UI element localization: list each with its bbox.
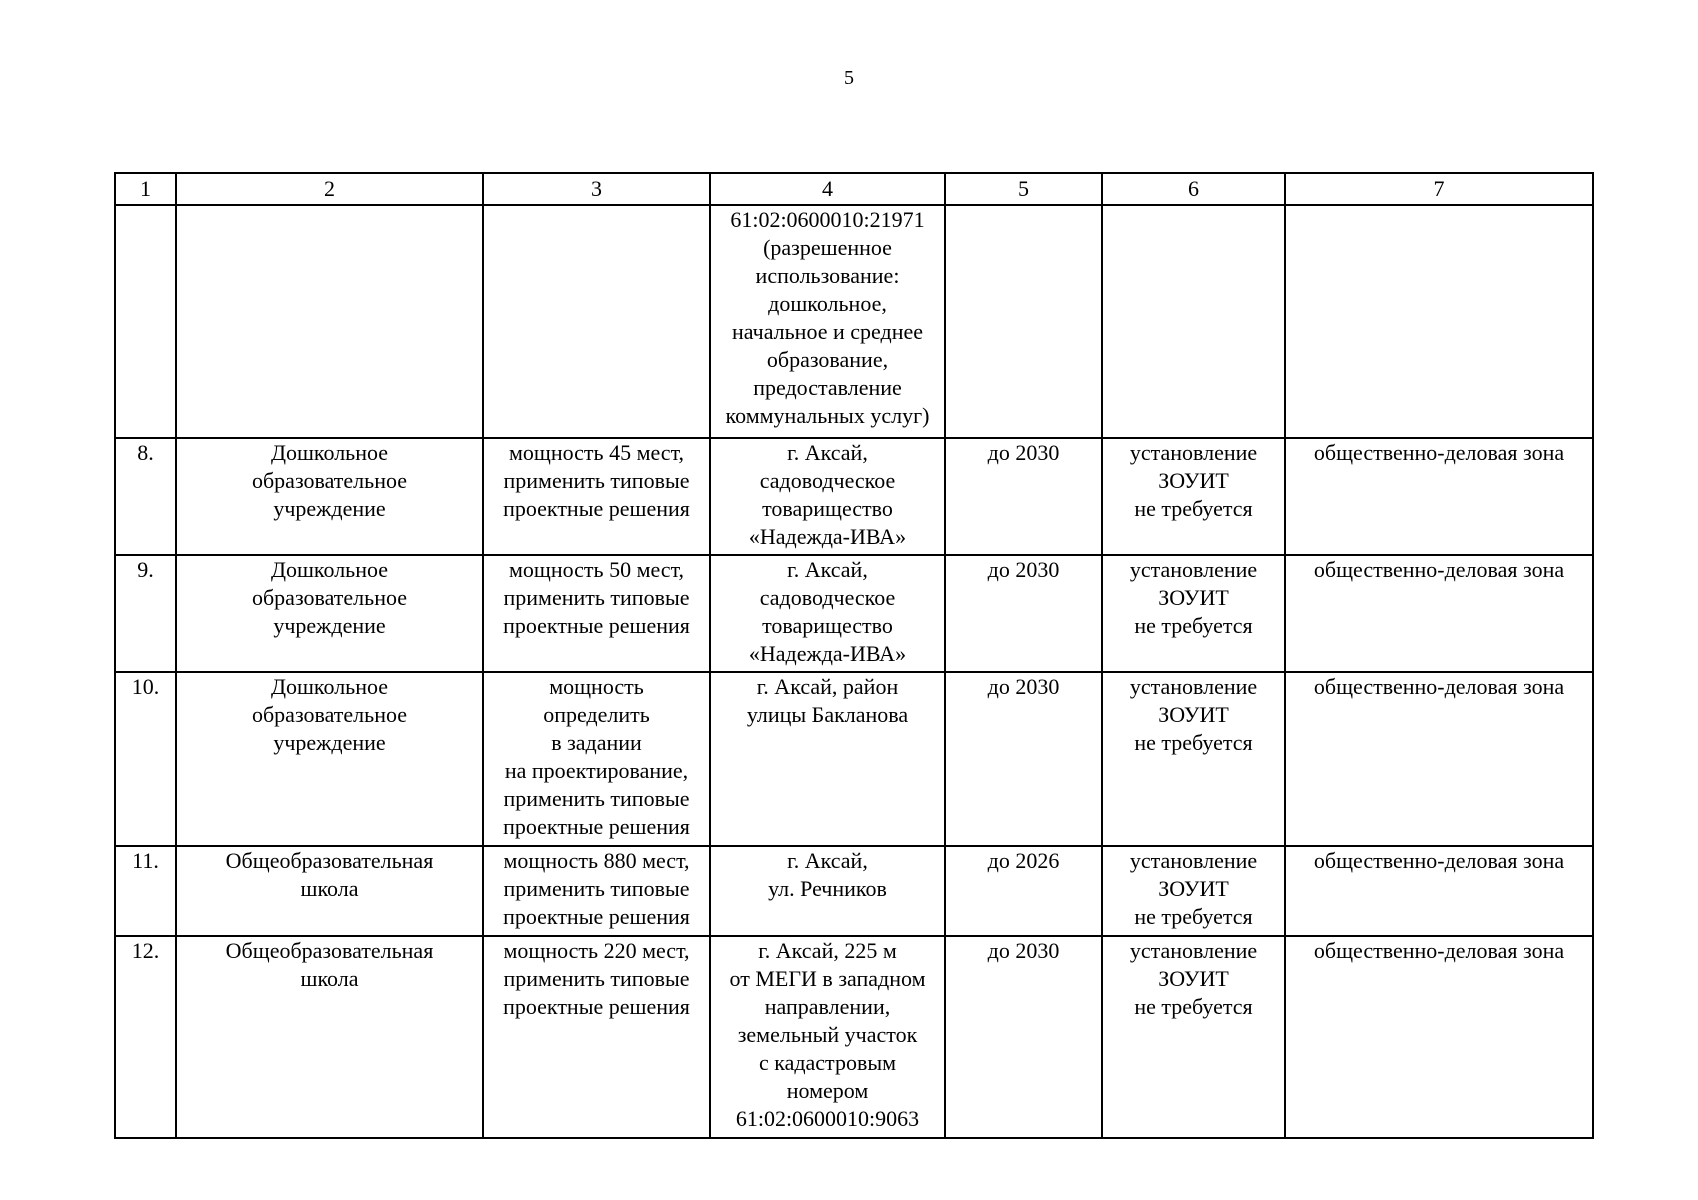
deadline-cell: до 2026 <box>945 846 1102 936</box>
page-number: 5 <box>844 67 854 89</box>
table-row <box>115 555 1593 672</box>
header-cell: 3 <box>483 173 710 205</box>
header-cell: 1 <box>115 173 176 205</box>
table-row <box>115 936 1593 1138</box>
capacity-cell: мощность 45 мест, применить типовые проектные решения <box>483 438 710 555</box>
object-name-cell: Дошкольное образовательное учреждение <box>176 555 483 672</box>
row-number-cell <box>115 205 176 438</box>
deadline-cell: до 2030 <box>945 555 1102 672</box>
object-name-cell: Дошкольное образовательное учреждение <box>176 672 483 846</box>
zone-restriction-cell: установление ЗОУИТ не требуется <box>1102 555 1285 672</box>
functional-zone-cell: общественно-деловая зона <box>1285 438 1593 555</box>
table-header <box>115 173 1593 205</box>
table-row <box>115 205 1593 438</box>
document-table <box>114 172 1594 1139</box>
location-cell: г. Аксай, садоводческое товарищество «Надежда-ИВА» <box>710 438 945 555</box>
row-number-cell: 11. <box>115 846 176 936</box>
header-cell: 7 <box>1285 173 1593 205</box>
deadline-cell: до 2030 <box>945 438 1102 555</box>
header-cell: 2 <box>176 173 483 205</box>
header-cell: 4 <box>710 173 945 205</box>
row-number-cell: 8. <box>115 438 176 555</box>
functional-zone-cell: общественно-деловая зона <box>1285 555 1593 672</box>
table-row <box>115 438 1593 555</box>
table-row <box>115 672 1593 846</box>
capacity-cell: мощность определить в задании на проектирование, применить типовые проектные решения <box>483 672 710 846</box>
functional-zone-cell: общественно-деловая зона <box>1285 846 1593 936</box>
location-cell: г. Аксай, садоводческое товарищество «Надежда-ИВА» <box>710 555 945 672</box>
object-name-cell <box>176 205 483 438</box>
zone-restriction-cell: установление ЗОУИТ не требуется <box>1102 438 1285 555</box>
location-cell: г. Аксай, ул. Речников <box>710 846 945 936</box>
zone-restriction-cell <box>1102 205 1285 438</box>
object-name-cell: Общеобразовательная школа <box>176 936 483 1138</box>
deadline-cell: до 2030 <box>945 936 1102 1138</box>
header-row <box>115 173 1593 205</box>
header-cell: 5 <box>945 173 1102 205</box>
zone-restriction-cell: установление ЗОУИТ не требуется <box>1102 846 1285 936</box>
location-cell: г. Аксай, 225 м от МЕГИ в западном направлении, земельный участок с кадастровым номером 61:02:0600010:9063 <box>710 936 945 1138</box>
location-cell: г. Аксай, район улицы Бакланова <box>710 672 945 846</box>
row-number-cell: 9. <box>115 555 176 672</box>
row-number-cell: 10. <box>115 672 176 846</box>
location-cell: 61:02:0600010:21971 (разрешенное использование: дошкольное, начальное и среднее образование, предоставление коммунальных услуг) <box>710 205 945 438</box>
capacity-cell: мощность 50 мест, применить типовые проектные решения <box>483 555 710 672</box>
deadline-cell <box>945 205 1102 438</box>
table-row <box>115 846 1593 936</box>
functional-zone-cell: общественно-деловая зона <box>1285 936 1593 1138</box>
capacity-cell <box>483 205 710 438</box>
deadline-cell: до 2030 <box>945 672 1102 846</box>
zone-restriction-cell: установление ЗОУИТ не требуется <box>1102 936 1285 1138</box>
object-name-cell: Общеобразовательная школа <box>176 846 483 936</box>
capacity-cell: мощность 220 мест, применить типовые проектные решения <box>483 936 710 1138</box>
row-number-cell: 12. <box>115 936 176 1138</box>
functional-zone-cell <box>1285 205 1593 438</box>
object-name-cell: Дошкольное образовательное учреждение <box>176 438 483 555</box>
capacity-cell: мощность 880 мест, применить типовые проектные решения <box>483 846 710 936</box>
header-cell: 6 <box>1102 173 1285 205</box>
zone-restriction-cell: установление ЗОУИТ не требуется <box>1102 672 1285 846</box>
table-body <box>115 205 1593 1138</box>
functional-zone-cell: общественно-деловая зона <box>1285 672 1593 846</box>
